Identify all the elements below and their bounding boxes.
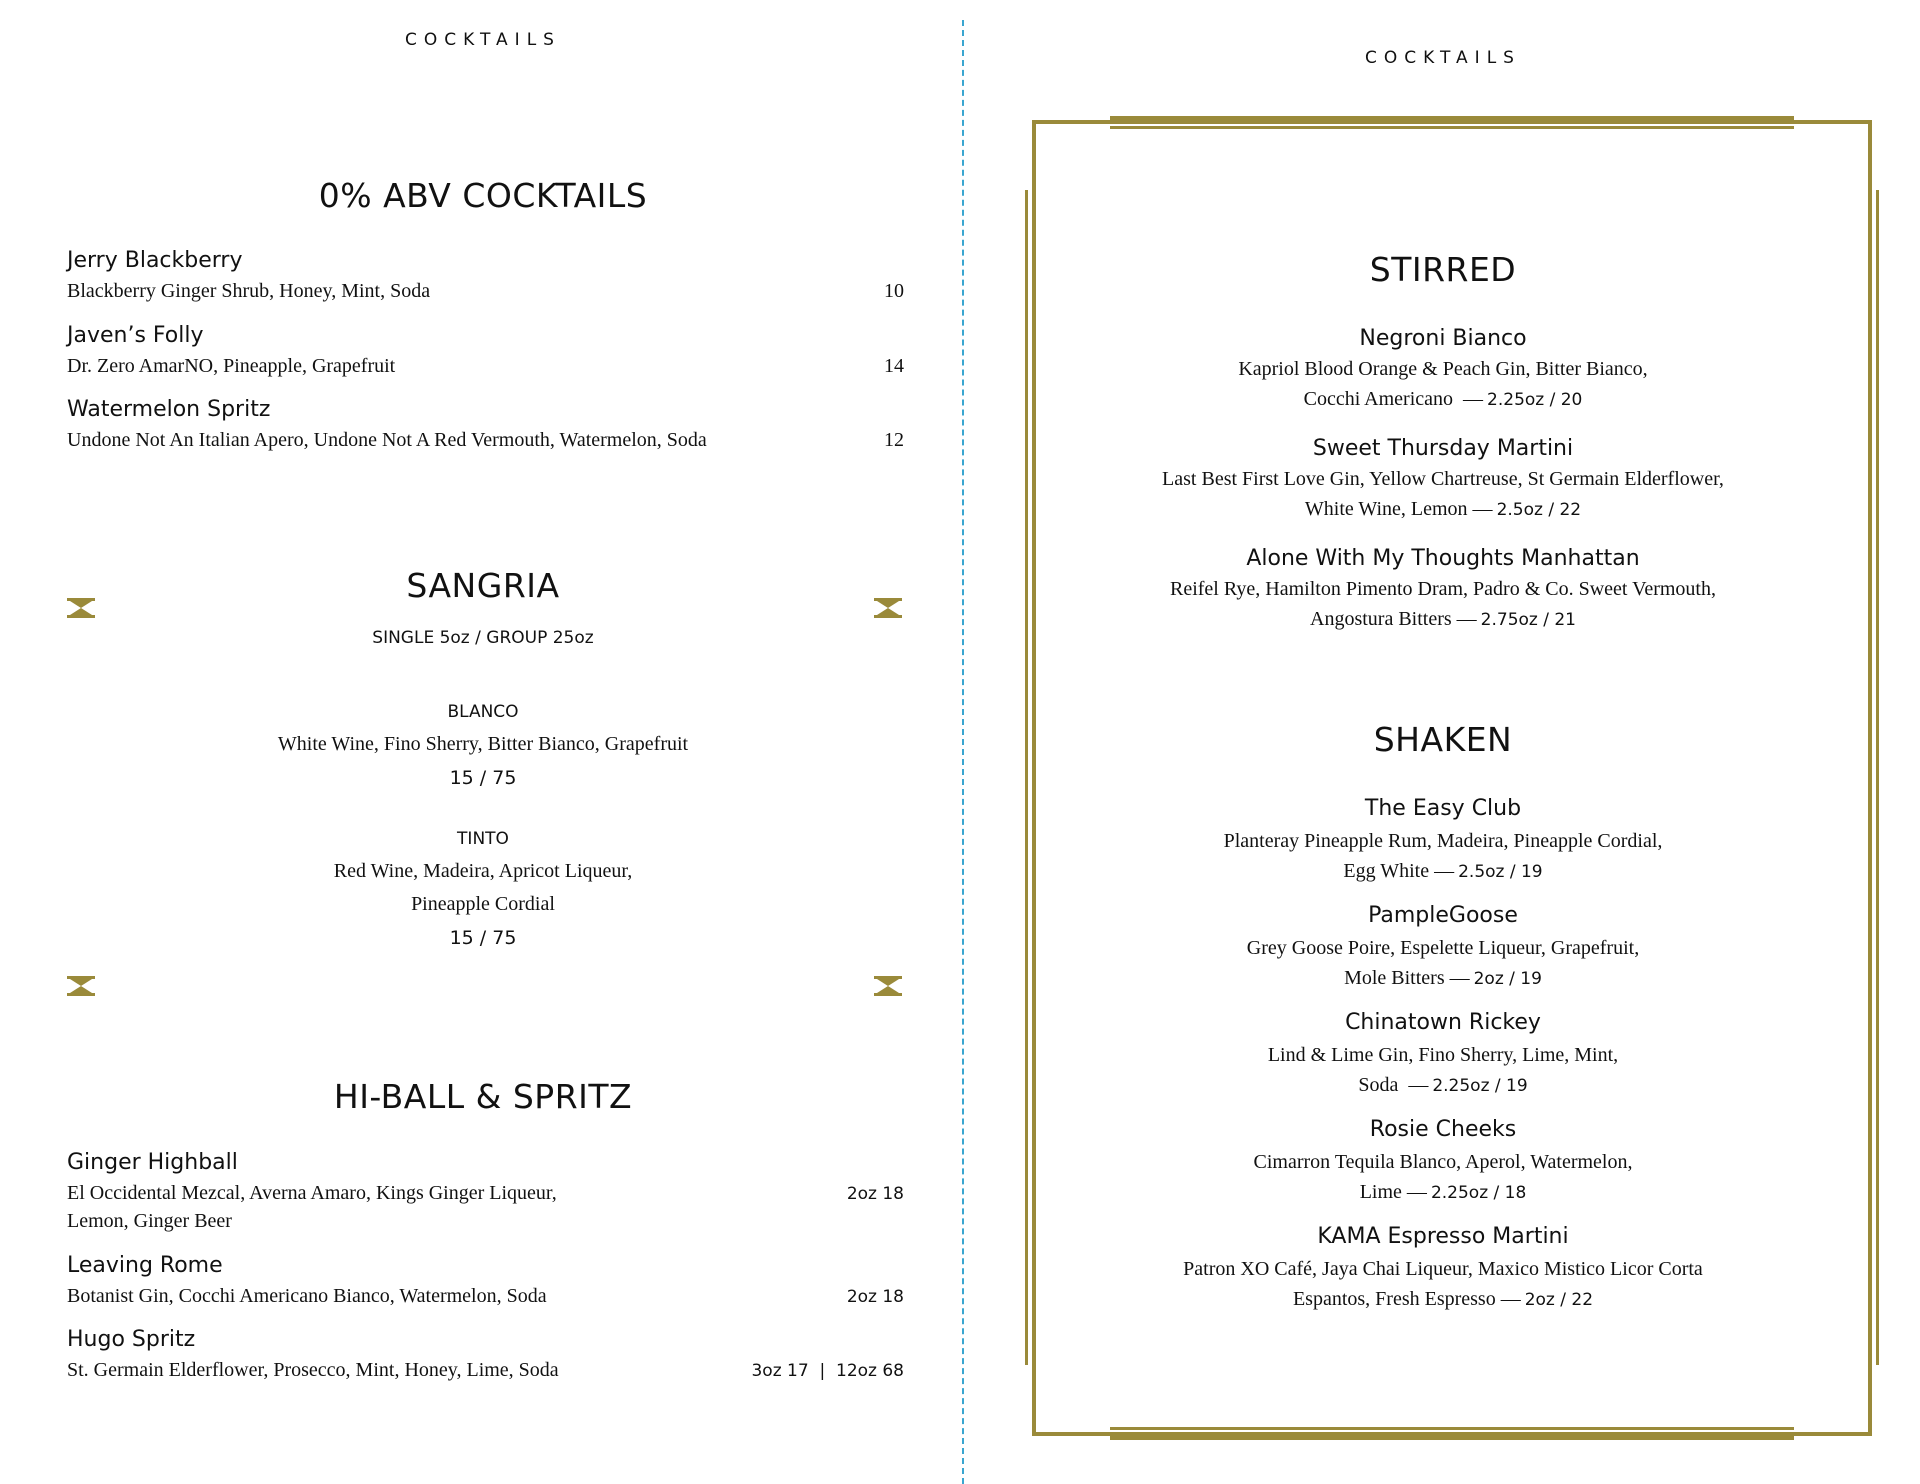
menu-item-desc-line — [966, 860, 1920, 883]
menu-item-desc: Egg White — — [1343, 860, 1455, 882]
tinto-desc: Red Wine, Madeira, Apricot Liqueur, — [333, 860, 633, 882]
tinto-desc: Pineapple Cordial — [411, 893, 555, 915]
stirred-title: STIRRED — [1369, 250, 1517, 289]
menu-item-desc: Cimarron Tequila Blanco, Aperol, Watermelon, — [1253, 1151, 1633, 1173]
menu-item-desc: Espantos, Fresh Espresso — — [1292, 1288, 1521, 1310]
menu-item-name: Javen’s Folly — [67, 323, 204, 348]
menu-item-desc: Patron XO Café, Jaya Chai Liqueur, Maxico Mistico Licor Corta — [1183, 1258, 1703, 1280]
left-page-title: COCKTAILS — [405, 30, 561, 50]
bowtie-ornament — [874, 976, 902, 996]
shaken-title: SHAKEN — [1373, 720, 1513, 759]
menu-item-price: 2.5oz / 19 — [1458, 862, 1543, 882]
menu-item-desc-line — [966, 498, 1920, 521]
right-page-title: COCKTAILS — [1365, 48, 1521, 68]
menu-item-desc-line — [966, 1288, 1920, 1311]
menu-item-name: Watermelon Spritz — [67, 397, 271, 422]
menu-item-price: 2oz 18 — [846, 1287, 904, 1307]
menu-item-price: 10 — [884, 280, 904, 302]
menu-item-desc: Reifel Rye, Hamilton Pimento Dram, Padro & Co. Sweet Vermouth, — [1170, 578, 1716, 600]
menu-item-price: 2.25oz / 18 — [1430, 1183, 1527, 1203]
menu-item-name: The Easy Club — [1364, 796, 1522, 821]
blanco-name: BLANCO — [447, 702, 519, 722]
page-divider — [962, 20, 964, 1484]
sangria-subtitle: SINGLE 5oz / GROUP 25oz — [372, 628, 594, 648]
menu-item-desc: Lemon, Ginger Beer — [67, 1210, 232, 1232]
menu-item-price: 14 — [884, 355, 904, 377]
menu-item-desc-line — [966, 1181, 1920, 1204]
tinto-name: TINTO — [457, 829, 509, 849]
menu-item-price: 2oz 18 — [846, 1184, 904, 1204]
menu-item-name: Negroni Bianco — [1359, 326, 1527, 351]
menu-item-price: 2oz / 19 — [1473, 969, 1542, 989]
menu-item-desc: Angostura Bitters — — [1310, 608, 1477, 630]
menu-item-desc: Planteray Pineapple Rum, Madeira, Pineapple Cordial, — [1223, 830, 1663, 852]
blanco-price: 15 / 75 — [449, 767, 517, 789]
hiball-title: HI-BALL & SPRITZ — [333, 1077, 633, 1116]
menu-item-desc: Lime — — [1359, 1181, 1427, 1203]
menu-item-desc: St. Germain Elderflower, Prosecco, Mint, Honey, Lime, Soda — [67, 1359, 559, 1381]
menu-item-desc: Mole Bitters — — [1344, 967, 1470, 989]
menu-item-name: Alone With My Thoughts Manhattan — [1246, 546, 1640, 571]
menu-item-desc: Lind & Lime Gin, Fino Sherry, Lime, Mint, — [1267, 1044, 1619, 1066]
menu-item-name: Jerry Blackberry — [67, 248, 243, 273]
menu-item-desc-line — [966, 967, 1920, 990]
menu-item-price: 2.25oz / 20 — [1487, 390, 1583, 410]
menu-item-desc: Blackberry Ginger Shrub, Honey, Mint, Soda — [67, 280, 431, 302]
menu-item-price: 2.25oz / 19 — [1432, 1076, 1528, 1096]
menu-item-desc-line — [966, 608, 1920, 631]
menu-item-desc: El Occidental Mezcal, Averna Amaro, Kings Ginger Liqueur, — [67, 1182, 557, 1204]
menu-item-desc: Dr. Zero AmarNO, Pineapple, Grapefruit — [67, 355, 396, 377]
menu-item-name: Hugo Spritz — [67, 1327, 196, 1352]
menu-item-name: Leaving Rome — [67, 1253, 223, 1278]
menu-item-price: 2.75oz / 21 — [1480, 610, 1576, 630]
menu-item-desc: White Wine, Lemon — — [1304, 498, 1493, 520]
menu-item-name: Ginger Highball — [67, 1150, 238, 1175]
menu-item-price: 3oz 17 | 12oz 68 — [751, 1361, 904, 1381]
menu-item-desc: Grey Goose Poire, Espelette Liqueur, Grapefruit, — [1246, 937, 1640, 959]
menu-item-desc: Kapriol Blood Orange & Peach Gin, Bitter Bianco, — [1238, 358, 1648, 380]
menu-item-desc: Last Best First Love Gin, Yellow Chartreuse, St Germain Elderflower, — [1162, 468, 1724, 490]
zero-abv-title: 0% ABV COCKTAILS — [318, 176, 648, 215]
menu-item-name: Sweet Thursday Martini — [1312, 436, 1574, 461]
menu-item-name: Rosie Cheeks — [1369, 1117, 1517, 1142]
menu-item-name: KAMA Espresso Martini — [1317, 1224, 1569, 1249]
menu-item-desc: Soda — — [1358, 1074, 1429, 1096]
menu-item-price: 2oz / 22 — [1524, 1290, 1594, 1310]
menu-item-price: 2.5oz / 22 — [1496, 500, 1582, 520]
menu-item-desc: Botanist Gin, Cocchi Americano Bianco, Watermelon, Soda — [67, 1285, 547, 1307]
menu-item-price: 12 — [884, 429, 904, 451]
tinto-price: 15 / 75 — [449, 927, 517, 949]
menu-item-desc-line — [966, 388, 1920, 411]
menu-item-desc: Cocchi Americano — — [1303, 388, 1484, 410]
sangria-title: SANGRIA — [406, 566, 560, 605]
menu-item-name: PampleGoose — [1368, 903, 1518, 928]
bowtie-ornament — [67, 976, 95, 996]
menu-item-name: Chinatown Rickey — [1345, 1010, 1541, 1035]
menu-item-desc: Undone Not An Italian Apero, Undone Not A Red Vermouth, Watermelon, Soda — [67, 429, 707, 451]
blanco-desc: White Wine, Fino Sherry, Bitter Bianco, Grapefruit — [277, 733, 689, 755]
menu-item-desc-line — [966, 1074, 1920, 1097]
